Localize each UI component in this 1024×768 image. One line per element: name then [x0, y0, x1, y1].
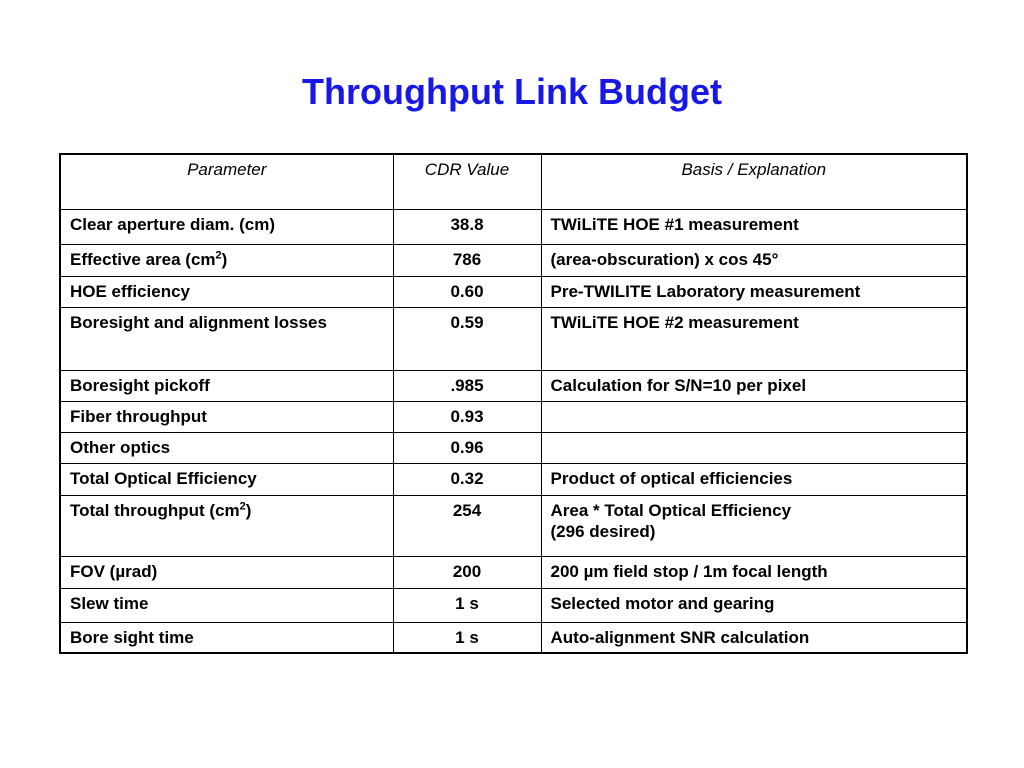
row-parameter: Boresight and alignment losses: [60, 307, 393, 370]
table-header-row: [60, 154, 967, 209]
row-cdr-value: .985: [393, 370, 541, 401]
row-basis: Auto-alignment SNR calculation: [541, 622, 967, 653]
column-header-parameter: Parameter: [60, 154, 393, 209]
table-row: [60, 276, 967, 307]
row-basis: TWiLiTE HOE #2 measurement: [541, 307, 967, 370]
row-parameter: [60, 244, 393, 276]
row-cdr-value: 0.96: [393, 432, 541, 463]
table-row: [60, 622, 967, 653]
row-parameter: Fiber throughput: [60, 401, 393, 432]
table-row: [60, 588, 967, 622]
row-basis: Product of optical efficiencies: [541, 463, 967, 495]
column-header-cdr-value: CDR Value: [393, 154, 541, 209]
row-parameter: Bore sight time: [60, 622, 393, 653]
row-basis: (area-obscuration) x cos 45°: [541, 244, 967, 276]
row-parameter: Boresight pickoff: [60, 370, 393, 401]
row-basis: [541, 401, 967, 432]
row-parameter: FOV (µrad): [60, 556, 393, 588]
row-parameter-superscript: 2: [239, 499, 246, 512]
row-parameter-text: Total throughput (cm: [70, 500, 240, 520]
column-header-basis: Basis / Explanation: [541, 154, 967, 209]
row-cdr-value: 1 s: [393, 588, 541, 622]
table-row: [60, 307, 967, 370]
row-cdr-value: 786: [393, 244, 541, 276]
row-parameter-text: Effective area (cm: [70, 249, 216, 269]
row-cdr-value: 0.93: [393, 401, 541, 432]
row-cdr-value: 38.8: [393, 209, 541, 244]
table-row: [60, 495, 967, 556]
row-basis-line: (296 desired): [550, 521, 656, 541]
row-parameter-superscript: 2: [215, 248, 222, 261]
table-row: [60, 401, 967, 432]
table-row: [60, 432, 967, 463]
row-cdr-value: 200: [393, 556, 541, 588]
table-row: [60, 209, 967, 244]
row-parameter: Slew time: [60, 588, 393, 622]
row-parameter: HOE efficiency: [60, 276, 393, 307]
row-parameter-suffix: ): [245, 500, 252, 520]
row-basis-line: Area * Total Optical Efficiency: [550, 500, 792, 520]
row-parameter: Total Optical Efficiency: [60, 463, 393, 495]
row-cdr-value: 0.59: [393, 307, 541, 370]
row-basis: Selected motor and gearing: [541, 588, 967, 622]
row-parameter: Other optics: [60, 432, 393, 463]
row-parameter: [60, 495, 393, 556]
table-row: [60, 244, 967, 276]
row-cdr-value: 254: [393, 495, 541, 556]
row-cdr-value: 0.60: [393, 276, 541, 307]
row-cdr-value: 1 s: [393, 622, 541, 653]
row-basis: Pre-TWILITE Laboratory measurement: [541, 276, 967, 307]
table-row: [60, 556, 967, 588]
row-basis: TWiLiTE HOE #1 measurement: [541, 209, 967, 244]
row-parameter: Clear aperture diam. (cm): [60, 209, 393, 244]
row-basis: Calculation for S/N=10 per pixel: [541, 370, 967, 401]
row-cdr-value: 0.32: [393, 463, 541, 495]
table-row: [60, 463, 967, 495]
row-basis: [541, 495, 967, 556]
row-parameter-suffix: ): [221, 249, 228, 269]
table-row: [60, 370, 967, 401]
row-basis: [541, 432, 967, 463]
row-basis: 200 µm field stop / 1m focal length: [541, 556, 967, 588]
page-title: Throughput Link Budget: [302, 71, 722, 112]
link-budget-table: [59, 153, 968, 654]
